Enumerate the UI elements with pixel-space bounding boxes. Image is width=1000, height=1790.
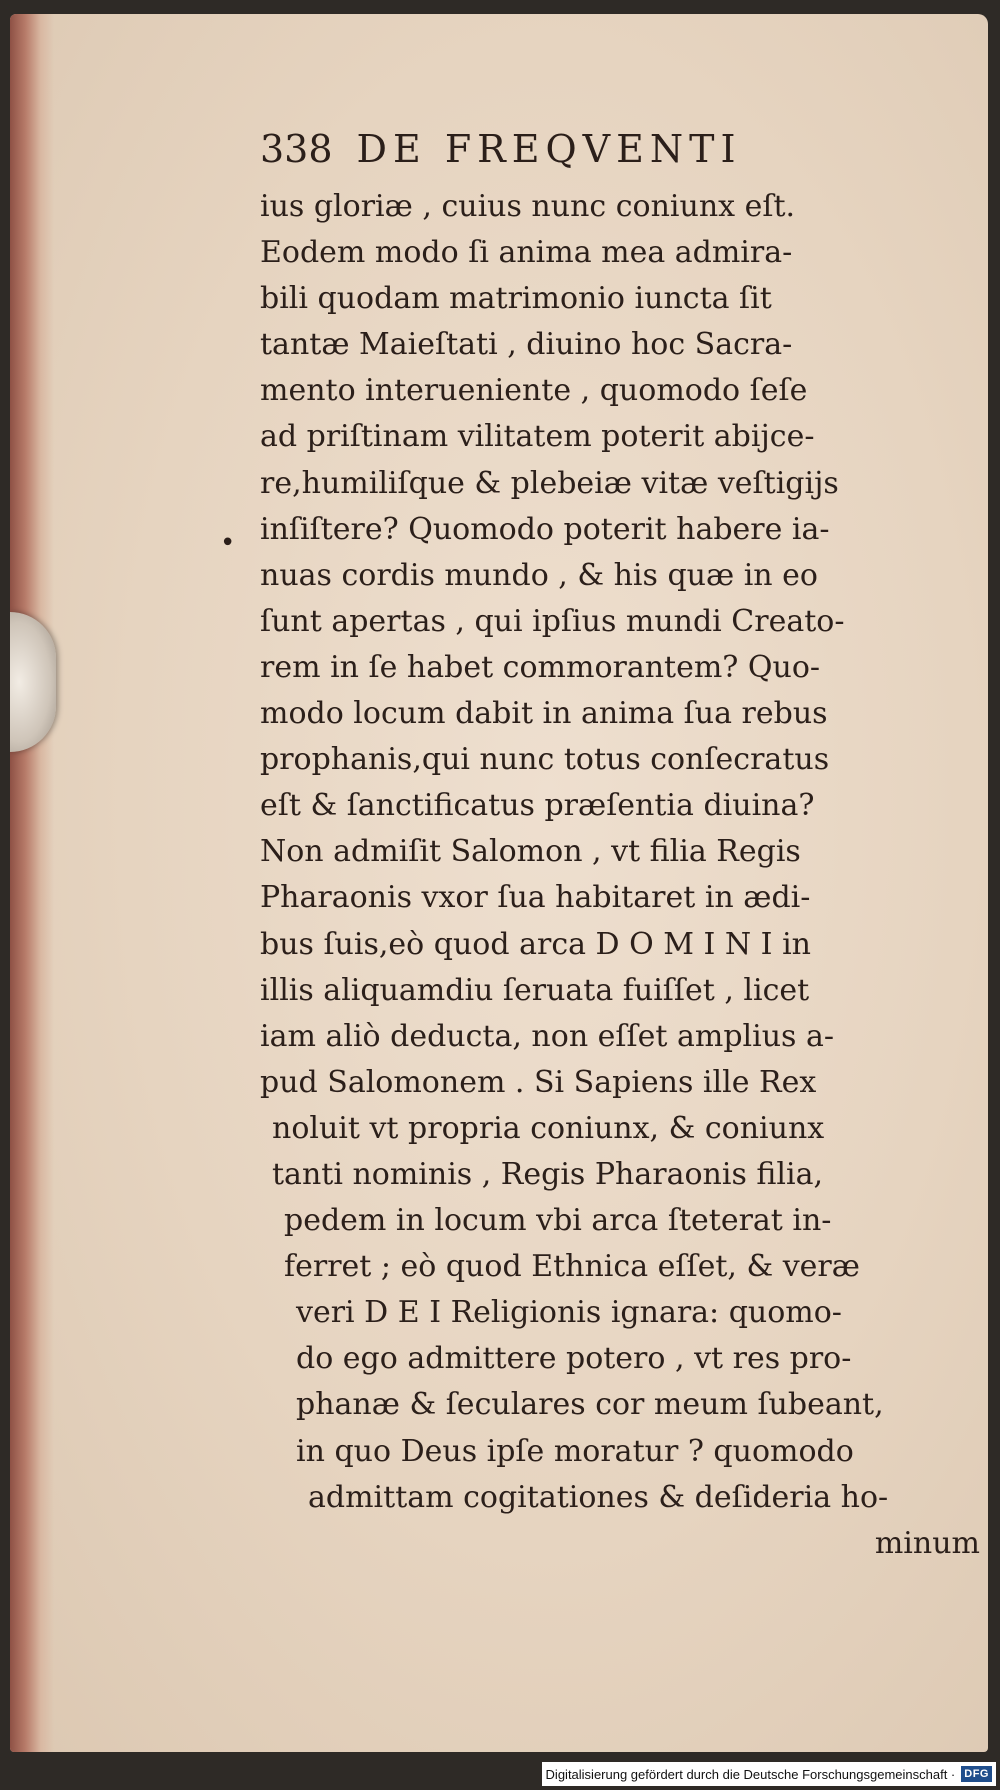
- text-line: noluit vt propria coniunx, & coniunx: [272, 1110, 825, 1146]
- text-line: do ego admittere potero , vt res pro-: [296, 1341, 852, 1377]
- text-line: bili quodam matrimonio iuncta ſit: [260, 281, 772, 317]
- text-line: veri D E I Religionis ignara: quomo-: [296, 1295, 842, 1331]
- text-line: ius gloriæ , cuius nunc coniunx eſt.: [260, 189, 796, 224]
- text-line: modo locum dabit in anima ſua rebus: [260, 696, 828, 732]
- text-line: iam aliò deducta, non eſſet amplius a-: [260, 1018, 834, 1054]
- text-line: Eodem modo ſi anima mea admira-: [260, 235, 793, 271]
- body-text: [220, 184, 984, 1567]
- text-line: ſunt apertas , qui ipſius mundi Creato-: [260, 603, 845, 639]
- text-line: tanti nominis , Regis Pharaonis filia,: [272, 1156, 824, 1192]
- text-line: pedem in locum vbi arca ſteterat in-: [284, 1203, 832, 1239]
- page-content: [220, 114, 984, 1567]
- text-line: rem in ſe habet commorantem? Quo-: [260, 649, 821, 685]
- running-head: [260, 114, 984, 184]
- credit-text: Digitalisierung gefördert durch die Deutsche Forschungsgemeinschaft ·: [545, 1766, 956, 1782]
- text-line: bus ſuis,eò quod arca D O M I N I in: [260, 926, 811, 962]
- text-line: inſiſtere? Quomodo poterit habere ia-: [260, 511, 830, 547]
- text-line: prophanis,qui nunc totus conſecratus: [260, 742, 830, 778]
- text-line: tantæ Maieſtati , diuino hoc Sacra-: [260, 327, 793, 363]
- text-line: pud Salomonem . Si Sapiens ille Rex: [260, 1064, 817, 1100]
- text-line: in quo Deus ipſe moratur ? quomodo: [296, 1433, 854, 1469]
- text-line: nuas cordis mundo , & his quæ in eo: [260, 557, 818, 593]
- text-line: admittam cogitationes & deſideria ho-: [308, 1479, 889, 1515]
- text-line: eſt & ſanctificatus præſentia diuina?: [260, 788, 815, 824]
- text-line: re,humiliſque & plebeiæ vitæ veſtigijs: [260, 465, 839, 501]
- text-line: ferret ; eò quod Ethnica eſſet, & veræ: [284, 1249, 860, 1285]
- credit-bar: [542, 1762, 996, 1786]
- margin-mark: •: [220, 528, 236, 558]
- dfg-logo-icon: DFG: [961, 1766, 992, 1782]
- catchword: minum: [874, 1525, 980, 1561]
- page-edge: [10, 14, 54, 1752]
- text-line: Non admiſit Salomon , vt filia Regis: [260, 834, 801, 870]
- text-line: mento interueniente , quomodo ſeſe: [260, 373, 808, 409]
- running-head-title: DE FREQVENTI: [356, 127, 742, 171]
- folio-number: 338: [260, 127, 333, 171]
- text-line: phanæ & ſeculares cor meum ſubeant,: [296, 1387, 884, 1423]
- text-line: ad priſtinam vilitatem poterit abijce-: [260, 419, 815, 455]
- text-line: illis aliquamdiu ſeruata fuiſſet , licet: [260, 972, 810, 1008]
- text-line: Pharaonis vxor ſua habitaret in ædi-: [260, 880, 811, 916]
- book-page: [10, 14, 988, 1752]
